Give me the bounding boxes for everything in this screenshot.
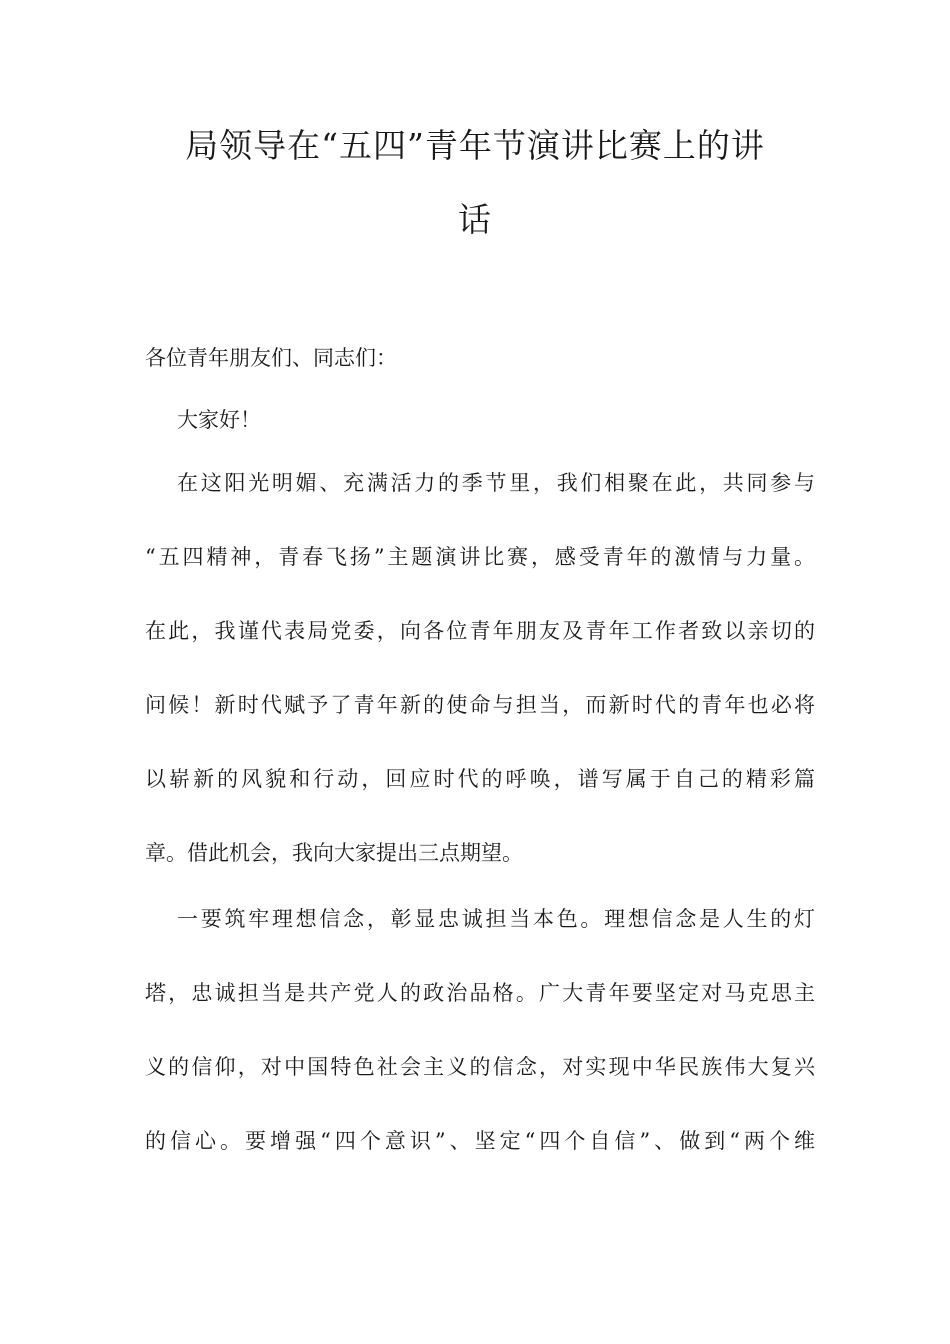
paragraph-line: 在此，我谨代表局党委，向各位青年朋友及青年工作者致以亲切的 [145, 619, 815, 643]
paragraph-line: 问候！新时代赋予了青年新的使命与担当，而新时代的青年也必将 [145, 693, 815, 717]
paragraph-line: 塔，忠诚担当是共产党人的政治品格。广大青年要坚定对马克思主 [145, 981, 815, 1005]
paragraph-line: 一要筑牢理想信念，彰显忠诚担当本色。理想信念是人生的灯 [177, 907, 815, 931]
paragraph-line: “五四精神，青春飞扬”主题演讲比赛，感受青年的激情与力量。 [145, 545, 815, 569]
greeting: 大家好！ [177, 408, 261, 432]
paragraph-line: 章。借此机会，我向大家提出三点期望。 [145, 841, 523, 865]
paragraph-line: 义的信仰，对中国特色社会主义的信念，对实现中华民族伟大复兴 [145, 1055, 815, 1079]
paragraph-line: 在这阳光明媚、充满活力的季节里，我们相聚在此，共同参与 [177, 471, 815, 495]
document-title-line-1: 局领导在“五四”青年节演讲比赛上的讲 [185, 126, 765, 165]
paragraph-line: 的信心。要增强“四个意识”、坚定“四个自信”、做到“两个维 [145, 1129, 815, 1153]
paragraph-line: 以崭新的风貌和行动，回应时代的呼唤，谱写属于自己的精彩篇 [145, 767, 815, 791]
document-title-line-2: 话 [458, 200, 492, 239]
salutation: 各位青年朋友们、同志们： [145, 346, 397, 370]
